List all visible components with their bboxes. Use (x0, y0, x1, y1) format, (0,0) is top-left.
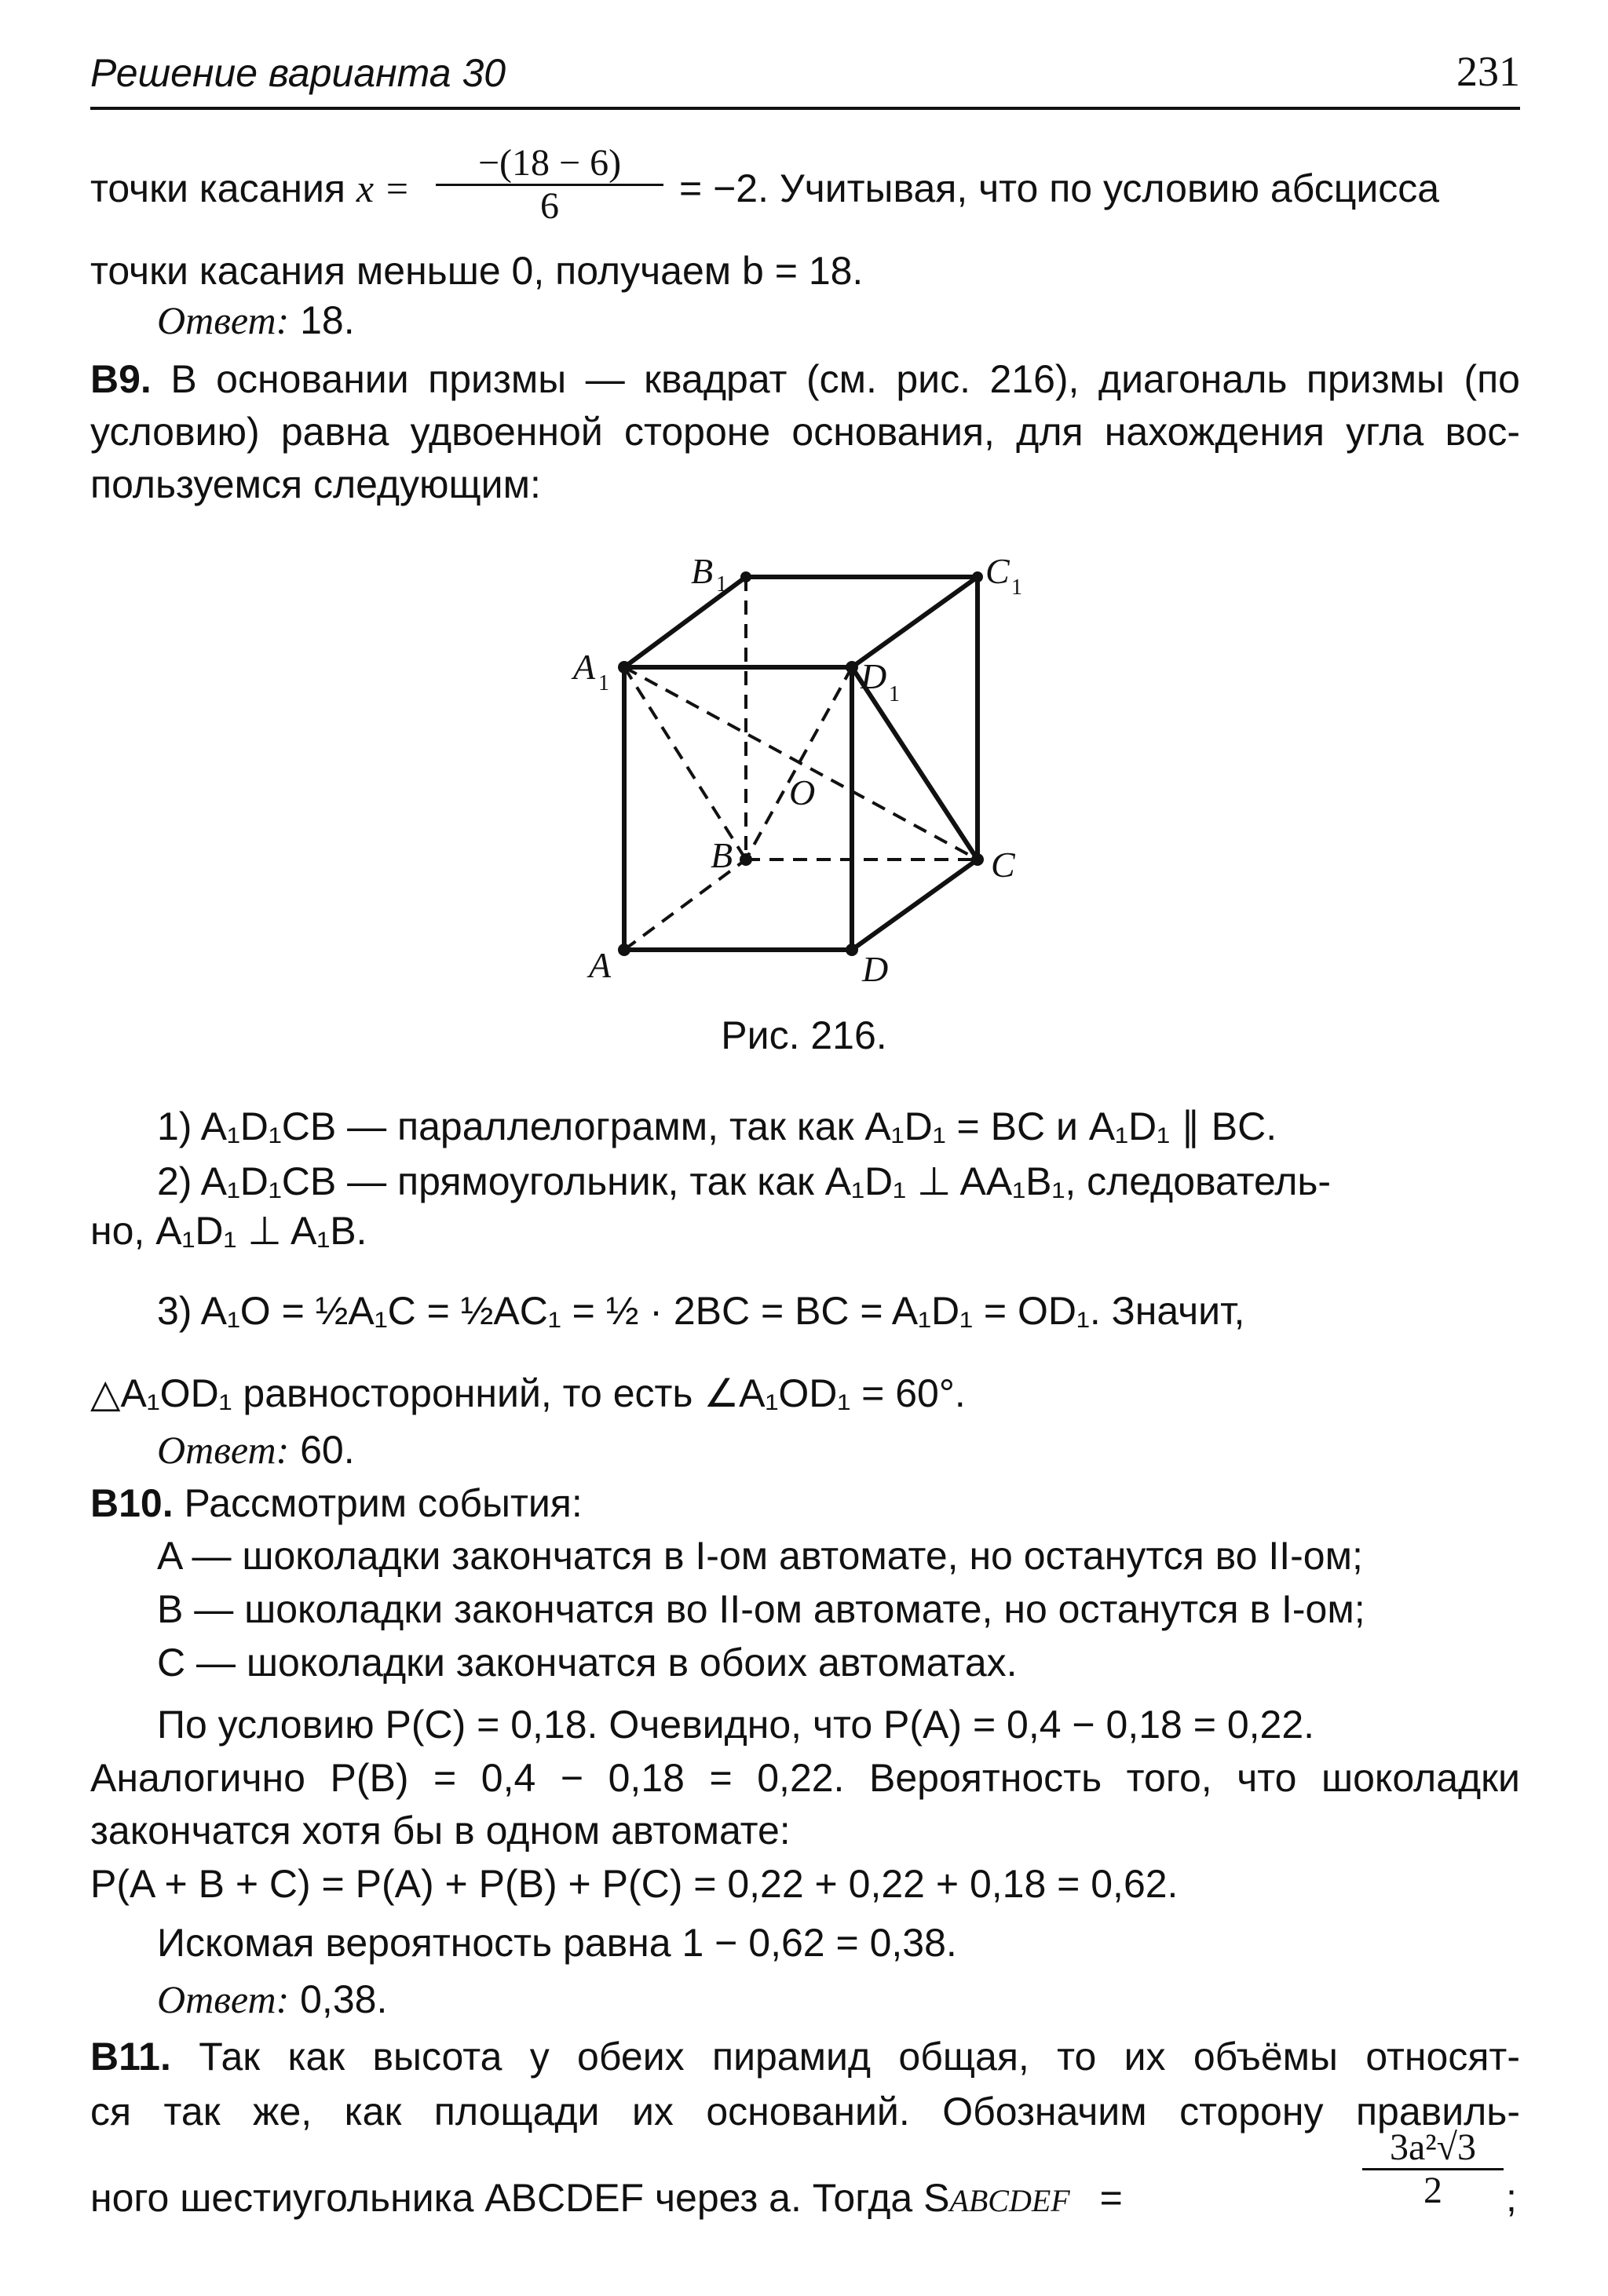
answer-value: 18. (300, 298, 355, 342)
b11-semicolon: ; (1506, 2176, 1517, 2220)
figure-caption: Рис. 216. (721, 1013, 887, 1057)
answer-label: Ответ: (157, 1977, 290, 2021)
fraction-numerator: −(18 − 6) (436, 143, 663, 186)
point-b (740, 853, 752, 866)
intro-line-1 (90, 165, 410, 212)
intro-line-1-tail: = −2. Учитывая, что по условию абсцисса (679, 166, 1440, 210)
point-a (618, 944, 630, 956)
label-a: A (589, 945, 612, 985)
fraction-numerator: 3a²√3 (1362, 2127, 1504, 2170)
intro-line-2: точки касания меньше 0, получаем b = 18. (90, 249, 864, 293)
point-c (971, 853, 984, 866)
b10-line-1 (90, 1480, 583, 1527)
b10-answer (157, 1976, 387, 2023)
b9-step-3: 3) A₁O = ½A₁C = ½AC₁ = ½ · 2BC = BC = A₁D₁ = OD₁. Значит, (157, 1289, 1245, 1333)
point-c1 (972, 571, 983, 582)
intro-fraction (436, 143, 663, 227)
point-b1 (740, 571, 751, 582)
page-number: 231 (1456, 48, 1520, 95)
b10-line-result: Искомая вероятность равна 1 − 0,62 = 0,38. (157, 1921, 957, 1965)
label-c1-sub: 1 (1011, 575, 1022, 600)
b11-line-2: ся так же, как площади их оснований. Обозначим сторону правиль- (90, 2090, 1520, 2134)
intro-eq: x = (356, 166, 411, 210)
prism-figure (550, 553, 1052, 1009)
problem-label: B11. (90, 2035, 171, 2079)
point-a1 (618, 661, 630, 673)
b9-line-1 (90, 356, 1520, 403)
b11-text: ного шестиугольника ABCDEF через a. Тогда S (90, 2176, 950, 2220)
b10-line-sum: P(A + B + C) = P(A) + P(B) + P(C) = 0,22 + 0,22 + 0,18 = 0,62. (90, 1862, 1179, 1906)
label-d1-sub: 1 (889, 682, 900, 706)
b11-line-1 (90, 2033, 1520, 2080)
label-d1: D (861, 656, 887, 696)
b10-line-p-b: Аналогично P(B) = 0,4 − 0,18 = 0,22. Вероятность того, что шоколадки (90, 1756, 1520, 1800)
fraction-denominator: 6 (540, 185, 559, 227)
b10-intro: Рассмотрим события: (184, 1481, 583, 1525)
b10-line-atleast: закончатся хотя бы в одном автомате: (90, 1809, 791, 1852)
diagonal-a1-c (624, 667, 978, 860)
b11-eq: = (1099, 2176, 1123, 2220)
b11-subscript: ABCDEF (949, 2183, 1070, 2218)
b11-text: Так как высота у обеих пирамид общая, то их объёмы относят- (199, 2035, 1520, 2079)
b9-answer (157, 1426, 355, 1473)
label-a1: A (573, 647, 596, 687)
label-a1-sub: 1 (598, 671, 609, 695)
point-d (846, 944, 858, 956)
b9-text: В основании призмы — квадрат (см. рис. 216), диагональ призмы (по (170, 357, 1520, 401)
section-title: Решение варианта 30 (90, 51, 506, 95)
b9-step-3-cont: △A₁OD₁ равносторонний, то есть ∠A₁OD₁ = 60°. (90, 1371, 966, 1415)
fraction-denominator: 2 (1423, 2170, 1442, 2211)
b10-event-a: A — шоколадки закончатся в I-ом автомате, но останутся во II-ом; (157, 1534, 1363, 1578)
answer-label: Ответ: (157, 298, 290, 342)
problem-label: B10. (90, 1481, 174, 1525)
intro-text: точки касания (90, 166, 345, 210)
intro-answer (157, 297, 355, 344)
problem-label: B9. (90, 357, 152, 401)
b10-event-b: B — шоколадки закончатся во II-ом автомате, но останутся в I-ом; (157, 1587, 1365, 1631)
edge-d-c (852, 860, 978, 950)
b9-step-2: 2) A₁D₁CB — прямоугольник, так как A₁D₁ ⊥ AA₁B₁, следователь- (157, 1159, 1332, 1203)
page-header (90, 46, 1520, 110)
b9-step-2-cont: но, A₁D₁ ⊥ A₁B. (90, 1209, 367, 1253)
b10-line-p-c: По условию P(C) = 0,18. Очевидно, что P(A) = 0,4 − 0,18 = 0,22. (157, 1703, 1315, 1747)
label-c1: C (985, 553, 1010, 591)
label-b1: B (691, 553, 714, 591)
label-d: D (862, 949, 889, 989)
edge-d1-c1 (852, 577, 978, 667)
point-d1 (846, 661, 858, 673)
segment-a1-b (624, 667, 746, 860)
b9-step-1: 1) A₁D₁CB — параллелограмм, так как A₁D₁ = BC и A₁D₁ ∥ BC. (157, 1104, 1277, 1148)
b9-line-3: пользуемся следующим: (90, 462, 541, 506)
b10-event-c: C — шоколадки закончатся в обоих автоматах. (157, 1641, 1018, 1685)
edge-a1-b1 (624, 577, 746, 667)
b11-fraction (1362, 2127, 1504, 2211)
label-c: C (991, 845, 1015, 885)
answer-label: Ответ: (157, 1428, 290, 1472)
label-o: O (789, 772, 816, 812)
b11-line-3 (90, 2174, 1123, 2225)
answer-value: 60. (300, 1428, 355, 1472)
label-b: B (711, 835, 733, 875)
answer-value: 0,38. (300, 1977, 388, 2021)
label-b1-sub: 1 (716, 572, 727, 597)
b9-line-2: условию) равна удвоенной стороне основания, для нахождения угла вос- (90, 410, 1520, 454)
